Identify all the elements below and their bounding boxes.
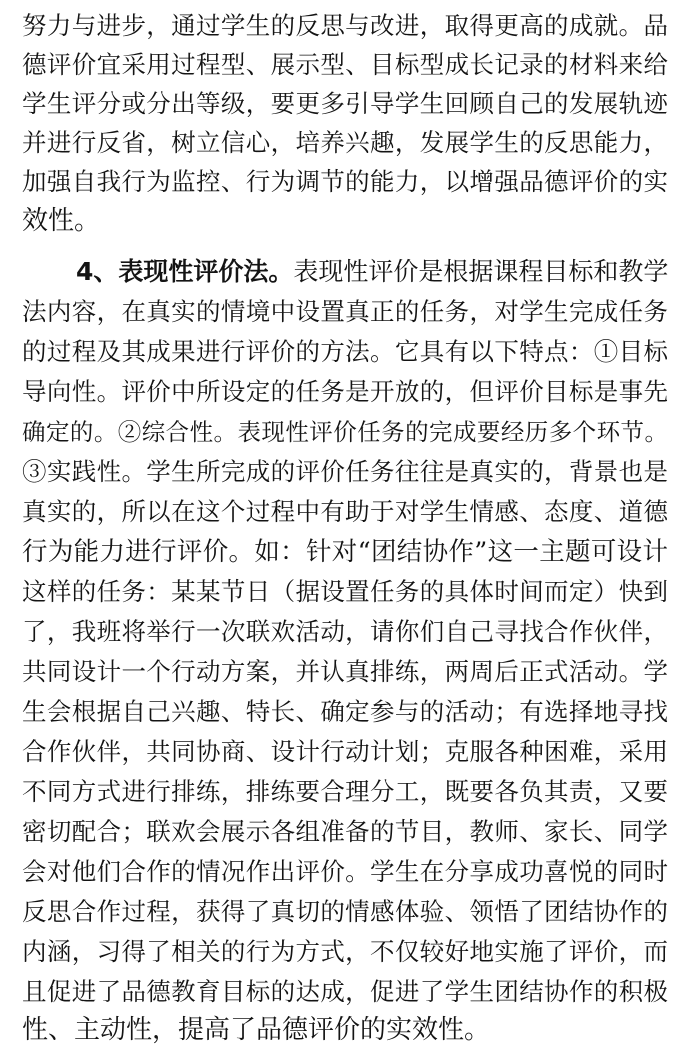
section4-line-2: 的过程及其成果进行评价的方法。它具有以下特点：①目标 <box>22 337 668 366</box>
section4-heading: 4、表现性评价法。 <box>76 257 294 286</box>
paragraph1-line-6: 效性。 <box>22 206 101 236</box>
section4-line-4: 确定的。②综合性。表现性评价任务的完成要经历多个环节。 <box>22 418 668 446</box>
paragraph1-line-2: 德评价宜采用过程型、展示型、目标型成长记录的材料来给 <box>22 50 668 79</box>
section4-line-14: 密切配合；联欢会展示各组准备的节目，教师、家长、同学 <box>22 817 668 846</box>
section4-line-7: 行为能力进行评价。如：针对“团结协作”这一主题可设计 <box>22 537 668 567</box>
section4-line-13: 不同方式进行排练，排练要合理分工，既要各负其责，又要 <box>22 777 668 806</box>
section4-line-17: 内涵，习得了相关的行为方式，不仅较好地实施了评价，而 <box>22 937 668 966</box>
section4-line-19: 性、主动性，提高了品德评价的实效性。 <box>22 1015 491 1045</box>
section4-line-5: ③实践性。学生所完成的评价任务往往是真实的，背景也是 <box>22 457 668 486</box>
section4-line-11: 生会根据自己兴趣、特长、确定参与的活动；有选择地寻找 <box>22 697 668 726</box>
section4-line-6: 真实的，所以在这个过程中有助于对学生情感、态度、道德 <box>22 497 668 526</box>
section4-line-1: 法内容，在真实的情境中设置真正的任务，对学生完成任务 <box>22 297 668 326</box>
section4-line-16: 反思合作过程，获得了真切的情感体验、领悟了团结协作的 <box>22 897 668 926</box>
section4-line-12: 合作伙伴，共同协商、设计行动计划；克服各种困难，采用 <box>22 737 668 766</box>
paragraph1-line-5: 加强自我行为监控、行为调节的能力，以增强品德评价的实 <box>22 167 668 196</box>
section4-line-15: 会对他们合作的情况作出评价。学生在分享成功喜悦的同时 <box>22 857 668 886</box>
section4-line-10: 共同设计一个行动方案，并认真排练，两周后正式活动。学 <box>22 657 668 686</box>
paragraph1-line-1: 努力与进步，通过学生的反思与改进，取得更高的成就。品 <box>22 11 668 40</box>
section4-line-9: 了，我班将举行一次联欢活动，请你们自己寻找合作伙伴， <box>22 617 668 646</box>
section4-first-line <box>76 256 668 288</box>
section4-line-18: 且促进了品德教育目标的达成，促进了学生团结协作的积极 <box>22 977 668 1006</box>
section4-first-line-rest: 表现性评价是根据课程目标和教学 <box>293 257 669 286</box>
paragraph1-line-3: 学生评分或分出等级，要更多引导学生回顾自己的发展轨迹 <box>22 89 668 118</box>
paragraph1-line-4: 并进行反省，树立信心，培养兴趣，发展学生的反思能力， <box>22 128 668 157</box>
section4-line-3: 导向性。评价中所设定的任务是开放的，但评价目标是事先 <box>22 377 668 406</box>
section4-line-8: 这样的任务：某某节日（据设置任务的具体时间而定）快到 <box>22 577 668 606</box>
